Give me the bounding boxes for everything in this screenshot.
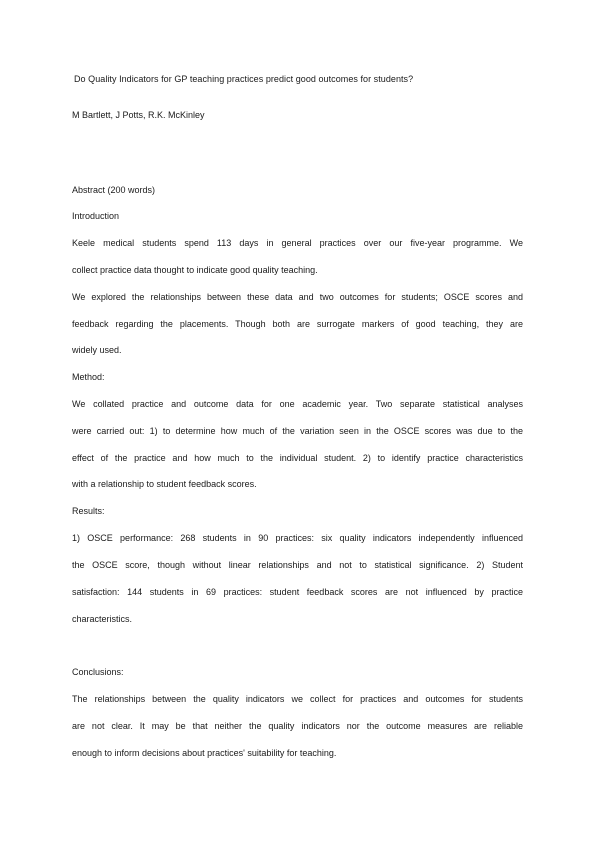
results-line: 1) OSCE performance: 268 students in 90 practices: six quality indicators independently influenced bbox=[72, 533, 523, 543]
results-heading: Results: bbox=[72, 506, 105, 516]
method-line: were carried out: 1) to determine how much of the variation seen in the OSCE scores was due to the bbox=[72, 426, 523, 436]
method-line: with a relationship to student feedback scores. bbox=[72, 479, 257, 489]
method-heading: Method: bbox=[72, 372, 105, 382]
introduction-line: Keele medical students spend 113 days in general practices over our five-year programme. We bbox=[72, 238, 523, 248]
abstract-heading: Abstract (200 words) bbox=[72, 185, 156, 195]
results-line: the OSCE score, though without linear relationships and not to statistical significance. 2) Student bbox=[72, 560, 523, 570]
conclusions-heading: Conclusions: bbox=[72, 667, 124, 677]
method-line: We collated practice and outcome data for one academic year. Two separate statistical analyses bbox=[72, 399, 523, 409]
introduction-line: collect practice data thought to indicate good quality teaching. bbox=[72, 265, 318, 275]
conclusions-line: The relationships between the quality indicators we collect for practices and outcomes for students bbox=[72, 694, 523, 704]
paper-title: Do Quality Indicators for GP teaching practices predict good outcomes for students? bbox=[74, 74, 414, 84]
introduction-heading: Introduction bbox=[72, 211, 120, 221]
paper-authors: M Bartlett, J Potts, R.K. McKinley bbox=[72, 110, 205, 120]
introduction-line: We explored the relationships between these data and two outcomes for students; OSCE scores and bbox=[72, 292, 523, 302]
results-line: characteristics. bbox=[72, 614, 133, 624]
results-line: satisfaction: 144 students in 69 practices: student feedback scores are not influenced by practice bbox=[72, 587, 523, 597]
method-line: effect of the practice and how much to the individual student. 2) to identify practice characteristics bbox=[72, 453, 523, 463]
conclusions-line: enough to inform decisions about practices' suitability for teaching. bbox=[72, 748, 337, 758]
introduction-line: widely used. bbox=[72, 345, 122, 355]
conclusions-line: are not clear. It may be that neither the quality indicators nor the outcome measures are reliable bbox=[72, 721, 523, 731]
introduction-line: feedback regarding the placements. Though both are surrogate markers of good teaching, they are bbox=[72, 319, 523, 329]
